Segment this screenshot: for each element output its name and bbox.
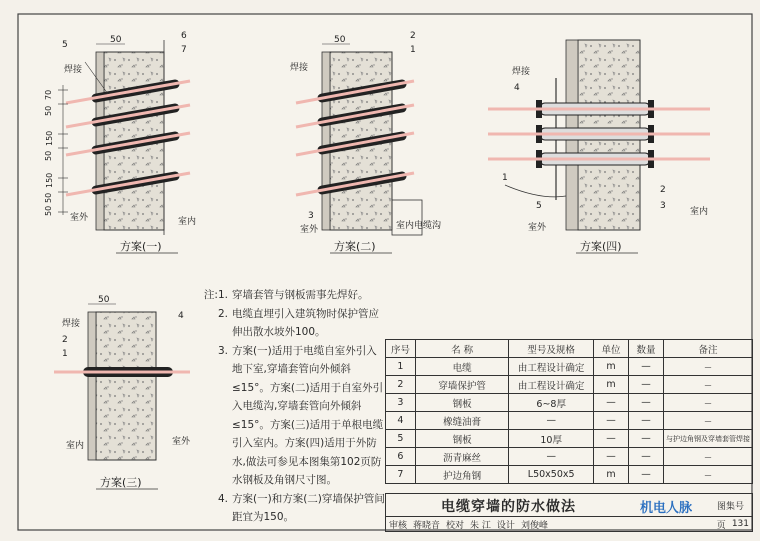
scheme-3-dim-top: 50 bbox=[98, 295, 110, 305]
table-row bbox=[386, 412, 753, 430]
scheme-1-tag-5: 5 bbox=[62, 40, 68, 50]
scheme-1-tag-7: 7 bbox=[181, 45, 187, 55]
note-item-3 bbox=[198, 342, 386, 490]
table-cell: 由工程设计确定 bbox=[509, 358, 594, 376]
table-cell: — bbox=[664, 412, 753, 430]
table-row bbox=[386, 430, 753, 448]
col-header-qty: 数量 bbox=[628, 340, 663, 358]
note-head: 注:1. bbox=[203, 289, 228, 301]
scheme-4-tag-3: 3 bbox=[660, 201, 666, 211]
scheme-1-dim-top: 50 bbox=[110, 35, 122, 45]
scheme-3-tag-4: 4 bbox=[178, 311, 184, 321]
signature-bar bbox=[385, 516, 753, 532]
scheme-4-tag-5: 5 bbox=[536, 201, 542, 211]
table-cell: 4 bbox=[386, 412, 416, 430]
scheme-4-tag-4: 4 bbox=[514, 83, 520, 93]
scheme-3-outdoor: 室外 bbox=[172, 437, 191, 447]
table-cell: 6 bbox=[386, 448, 416, 466]
scheme-3-tag-2: 2 bbox=[62, 335, 68, 345]
parts-table bbox=[385, 339, 753, 484]
table-cell: 橡缝油膏 bbox=[415, 412, 508, 430]
scheme-1-weld-label: 焊接 bbox=[64, 65, 83, 75]
table-cell: 10厚 bbox=[509, 430, 594, 448]
scheme-2-indoor: 室内电缆沟 bbox=[396, 221, 442, 231]
note-num-4: 4. bbox=[217, 492, 228, 505]
table-cell: — bbox=[664, 466, 753, 484]
scheme-4-weld-label: 焊接 bbox=[512, 67, 531, 77]
watermark: 机电人脉 bbox=[640, 501, 693, 516]
note-item-1 bbox=[198, 286, 386, 305]
table-row bbox=[386, 466, 753, 484]
table-row bbox=[386, 394, 753, 412]
scheme-2-weld-label: 焊接 bbox=[290, 63, 309, 73]
table-cell: — bbox=[628, 448, 663, 466]
scheme-2-outdoor: 室外 bbox=[300, 225, 319, 235]
table-cell: 沥青麻丝 bbox=[415, 448, 508, 466]
reviewer-name: 蒋晓音 bbox=[413, 520, 441, 531]
atlas-code-label: 图集号 bbox=[716, 502, 744, 512]
note-item-2 bbox=[198, 305, 386, 342]
table-cell: — bbox=[664, 358, 753, 376]
scheme-1-caption: 方案(一) bbox=[120, 240, 162, 253]
table-cell: — bbox=[593, 448, 628, 466]
table-cell: m bbox=[593, 358, 628, 376]
table-cell: — bbox=[664, 376, 753, 394]
table-cell: — bbox=[593, 430, 628, 448]
table-cell: 6~8厚 bbox=[509, 394, 594, 412]
table-cell: — bbox=[628, 358, 663, 376]
table-cell: m bbox=[593, 376, 628, 394]
note-num-2: 2. bbox=[217, 307, 228, 320]
scheme-1-dim-5: 50 bbox=[44, 192, 53, 203]
table-row bbox=[386, 358, 753, 376]
table-cell: — bbox=[628, 412, 663, 430]
scheme-4-tag-1: 1 bbox=[502, 173, 508, 183]
table-cell: 护边角钢 bbox=[415, 466, 508, 484]
table-cell: 由工程设计确定 bbox=[509, 376, 594, 394]
scheme-2-caption: 方案(二) bbox=[334, 240, 376, 253]
scheme-4-outdoor: 室外 bbox=[528, 223, 547, 233]
notes-block bbox=[198, 286, 386, 527]
table-header-row bbox=[386, 340, 753, 358]
note-text-4: 方案(一)和方案(二)穿墙保护管间距宜为150。 bbox=[232, 492, 385, 523]
col-header-index: 序号 bbox=[386, 340, 416, 358]
scheme-2-tag-2: 2 bbox=[410, 31, 416, 41]
scheme-1-dim-1: 50 bbox=[44, 105, 53, 116]
note-text-3: 方案(一)适用于电缆自室外引入地下室,穿墙套管向外倾斜≤15°。方案(二)适用于自室外引入电缆沟,穿墙套管向外倾斜≤15°。方案(三)适用于单根电缆引入室内。方案(四)适用于外防水,做法可参见本图集第102页防水钢板及角钢尺寸图。 bbox=[232, 344, 384, 486]
table-cell: 钢板 bbox=[415, 394, 508, 412]
table-row bbox=[386, 376, 753, 394]
scheme-1-tag-6: 6 bbox=[181, 31, 187, 41]
table-cell: L50x50x5 bbox=[509, 466, 594, 484]
table-cell: — bbox=[664, 448, 753, 466]
col-header-remark: 备注 bbox=[664, 340, 753, 358]
table-cell: m bbox=[593, 466, 628, 484]
scheme-4-caption: 方案(四) bbox=[580, 240, 622, 253]
table-cell: — bbox=[628, 394, 663, 412]
checker-name: 朱 江 bbox=[470, 520, 491, 531]
scheme-4-tag-2: 2 bbox=[660, 185, 666, 195]
scheme-1-indoor: 室内 bbox=[178, 217, 197, 227]
design-label: 设计 bbox=[496, 520, 515, 531]
table-cell: — bbox=[593, 412, 628, 430]
col-header-spec: 型号及规格 bbox=[509, 340, 594, 358]
note-text-1: 穿墙套管与钢板需事先焊好。 bbox=[232, 289, 369, 301]
drawing-title: 电缆穿墙的防水做法 bbox=[441, 498, 576, 515]
title-block bbox=[385, 493, 753, 517]
scheme-3-indoor: 室内 bbox=[66, 441, 85, 451]
table-cell: 穿墙保护管 bbox=[415, 376, 508, 394]
scheme-3-caption: 方案(三) bbox=[100, 476, 142, 489]
table-cell: 与护边角钢及穿墙套管焊接 bbox=[664, 430, 753, 448]
table-cell: 2 bbox=[386, 376, 416, 394]
table-cell: 钢板 bbox=[415, 430, 508, 448]
note-num-3: 3. bbox=[217, 344, 228, 357]
scheme-1-dim-0: 70 bbox=[44, 89, 53, 100]
scheme-1-dim-2: 150 bbox=[45, 130, 54, 146]
scheme-1-dim-4: 150 bbox=[45, 172, 54, 188]
table-cell: — bbox=[509, 412, 594, 430]
scheme-3-tag-1: 1 bbox=[62, 349, 68, 359]
table-cell: — bbox=[509, 448, 594, 466]
review-label: 审核 bbox=[389, 520, 408, 531]
scheme-2-dim-top: 50 bbox=[334, 35, 346, 45]
table-cell: — bbox=[664, 394, 753, 412]
designer-name: 刘俊峰 bbox=[520, 520, 548, 531]
note-text-2: 电缆直埋引入建筑物时保护管应伸出散水坡外100。 bbox=[232, 307, 379, 338]
scheme-2-tag-1: 1 bbox=[410, 45, 416, 55]
note-item-4 bbox=[198, 490, 386, 527]
table-cell: 5 bbox=[386, 430, 416, 448]
table-cell: — bbox=[628, 466, 663, 484]
table-cell: — bbox=[593, 394, 628, 412]
scheme-4-indoor: 室内 bbox=[690, 207, 709, 217]
table-cell: 7 bbox=[386, 466, 416, 484]
table-cell: 电缆 bbox=[415, 358, 508, 376]
table-row bbox=[386, 448, 753, 466]
scheme-1-dim-6: 50 bbox=[44, 205, 53, 216]
col-header-unit: 单位 bbox=[593, 340, 628, 358]
table-cell: 1 bbox=[386, 358, 416, 376]
table-cell: 3 bbox=[386, 394, 416, 412]
col-header-name: 名 称 bbox=[415, 340, 508, 358]
scheme-1-dim-3: 50 bbox=[44, 150, 53, 161]
check-label: 校对 bbox=[446, 520, 465, 531]
scheme-2-tag-3: 3 bbox=[308, 211, 314, 221]
table-cell: — bbox=[628, 376, 663, 394]
page-label: 页 bbox=[716, 520, 726, 531]
scheme-1-outdoor: 室外 bbox=[70, 213, 89, 223]
table-cell: — bbox=[628, 430, 663, 448]
page-number: 131 bbox=[731, 519, 749, 529]
scheme-3-weld-label: 焊接 bbox=[62, 319, 81, 329]
